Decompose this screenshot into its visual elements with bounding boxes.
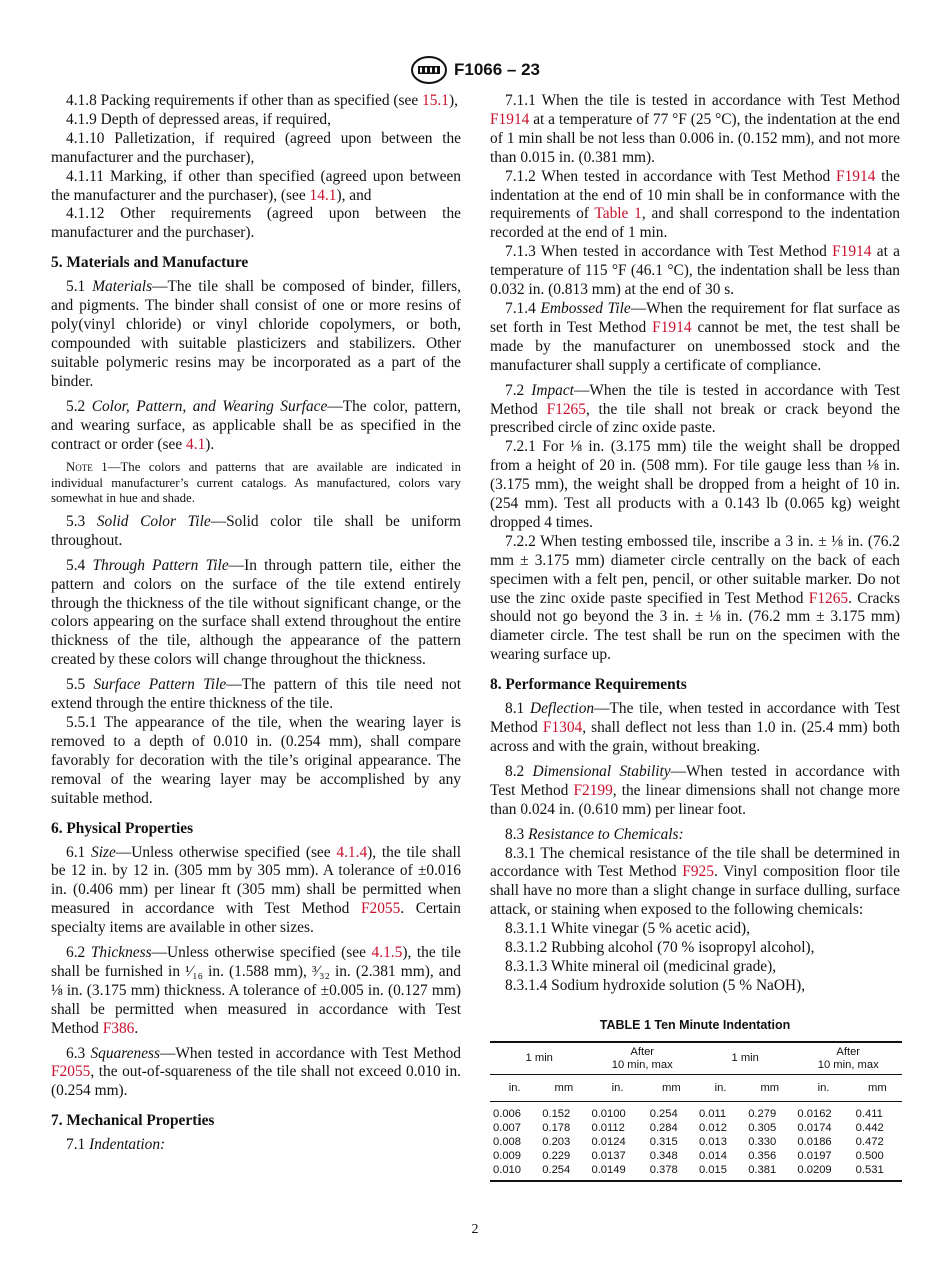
clause-5-3: 5.3 Solid Color Tile—Solid color tile shall be uniform throughout. <box>51 512 461 549</box>
ref-link[interactable]: F925 <box>682 863 714 881</box>
table-cell: 0.0112 <box>591 1121 625 1134</box>
clause-7-2-1: 7.2.1 For ⅛ in. (3.175 mm) tile the weight shall be dropped from a height of 20 in. (508 mm). For tile gauge less than ⅛ in. (3.175 mm), the weight shall be dropped from a height of 10 in. (254 mm). Test all products with a 0.143 lb (0.065 kg) weight dropped 4 times. <box>490 438 900 531</box>
ref-link[interactable]: F1914 <box>836 167 876 185</box>
clause-6-3: 6.3 Squareness—When tested in accordance with Test Method F2055, the out-of-squareness of the tile shall not exceed 0.010 in. (0.254 mm). <box>51 1044 461 1100</box>
table-cell: 0.229 <box>542 1149 571 1162</box>
section-8-heading: 8. Performance Requirements <box>490 676 687 694</box>
section-5-heading: 5. Materials and Manufacture <box>51 254 249 272</box>
clause-8-3-1-2: 8.3.1.2 Rubbing alcohol (70 % isopropyl alcohol), <box>505 939 815 957</box>
clause-8-1: 8.1 Deflection—The tile, when tested in accordance with Test Method F1304, shall deflect not less than 1.0 in. (25.4 mm) both across and with the grain, without breaking. <box>490 700 900 755</box>
ref-link[interactable]: F2055 <box>51 1063 91 1081</box>
page-header <box>0 55 950 90</box>
table-cell: 0.315 <box>649 1135 678 1148</box>
clause-8-3-1-3: 8.3.1.3 White mineral oil (medicinal grade), <box>505 957 777 975</box>
clause-6-2: 6.2 Thickness—Unless otherwise specified (see 4.1.5), the tile shall be furnished in ¹⁄₁₆ in. (1.588 mm), ³⁄₃₂ in. (2.381 mm), and ⅛ in. (3.175 mm) thickness. A tolerance of ±0.005 in. (0.127 mm) shall be permitted when measured in accordance with Test Method F386. <box>51 944 461 1037</box>
table-cell: 0.0149 <box>588 1163 646 1181</box>
table-cell: 0.531 <box>853 1163 902 1181</box>
table-cell: 0.011 <box>698 1107 727 1120</box>
table-cell: 0.305 <box>748 1121 777 1134</box>
table-cell: 0.356 <box>748 1149 777 1162</box>
clause-4-1-8: 4.1.8 Packing requirements if other than as specified (see 15.1), <box>66 92 458 109</box>
ref-link[interactable]: 4.1 <box>186 435 206 453</box>
table-group-header-row <box>490 1042 902 1075</box>
table-cell: 0.014 <box>698 1149 727 1162</box>
clause-4-1-11: 4.1.11 Marking, if other than specified (agreed upon between the manufacturer and the purchaser), (see 14.1), and <box>51 167 461 204</box>
table-group-header: 1 min <box>696 1042 794 1075</box>
clause-8-3-1-4: 8.3.1.4 Sodium hydroxide solution (5 % NaOH), <box>505 976 806 994</box>
table-cell: 0.472 <box>855 1135 884 1148</box>
table-cell: 0.0124 <box>591 1135 626 1148</box>
table-row <box>490 1149 902 1163</box>
table-1-title: TABLE 1 Ten Minute Indentation <box>599 1017 791 1032</box>
unit-header: in. <box>588 1074 646 1101</box>
unit-header: mm <box>647 1074 696 1101</box>
table-group-header: After 10 min, max <box>588 1042 695 1075</box>
ref-link[interactable]: F1914 <box>490 110 530 128</box>
document-code: F1066 – 23 <box>453 60 540 79</box>
clause-7-1-2: 7.1.2 When tested in accordance with Test Method F1914 the indentation at the end of 10 min shall be in conformance with the requirements of Table 1, and shall correspond to the indentation recorded at the end of 1 min. <box>490 167 900 242</box>
right-column <box>490 92 900 1182</box>
clause-6-1: 6.1 Size—Unless otherwise specified (see 4.1.4), the tile shall be 12 in. by 12 in. (305 mm by 305 mm). A tolerance of ±0.016 in. (0.406 mm) per linear ft (305 mm) shall be permitted when measured in accordance with Test Method F2055. Certain specialty items are available in other sizes. <box>51 843 461 937</box>
left-column <box>51 92 461 1155</box>
clause-4-1-10: 4.1.10 Palletization, if required (agreed upon between the manufacturer and the purchaser), <box>51 129 461 166</box>
clause-7-1-4: 7.1.4 Embossed Tile—When the requirement for flat surface as set forth in Test Method F1914 cannot be met, the test shall be made by the manufacturer on unembossed stock and the manufacturer shall supply a certificate of compliance. <box>490 299 900 374</box>
table-cell: 0.411 <box>855 1107 883 1120</box>
table-cell: 0.0100 <box>591 1107 626 1120</box>
table-unit-header-row <box>490 1074 902 1101</box>
clause-4-1-9: 4.1.9 Depth of depressed areas, if required, <box>66 110 331 128</box>
clause-8-2: 8.2 Dimensional Stability—When tested in accordance with Test Method F2199, the linear dimensions shall not change more than 0.024 in. (0.610 mm) per linear foot. <box>490 762 901 818</box>
clause-5-4: 5.4 Through Pattern Tile—In through pattern tile, either the pattern and colors on the surface of the tile extend entirely through the thickness of the tile without significant change, or the colors appearing on the surface shall extend throughout the entire thickness of the tile, although the appearance of the pattern created by these colors will change throughout the thickness. <box>51 556 461 669</box>
table-cell: 0.254 <box>649 1107 678 1120</box>
table-cell: 0.0209 <box>794 1163 852 1181</box>
table-1 <box>490 1041 902 1182</box>
table-cell: 0.0174 <box>797 1121 832 1134</box>
ref-link[interactable]: F2199 <box>573 781 613 799</box>
ref-link[interactable]: F2055 <box>360 900 401 918</box>
table-cell: 0.0197 <box>797 1149 832 1162</box>
clause-5-1: 5.1 Materials—The tile shall be composed of binder, fillers, and pigments. The binder shall consist of one or more resins of poly(vinyl chloride) or vinyl chloride copolymers, or both, compounded with suitable plasticizers and stabilizers. Other suitable polymeric resins may be incorporated as a part of the binder. <box>51 278 461 390</box>
table-group-header: 1 min <box>490 1042 588 1075</box>
clause-8-3-1-1: 8.3.1.1 White vinegar (5 % acetic acid), <box>505 920 751 938</box>
unit-header: mm <box>745 1074 794 1101</box>
ref-link[interactable]: 4.1.4 <box>336 843 368 861</box>
clause-5-2: 5.2 Color, Pattern, and Wearing Surface—The color, pattern, and wearing surface, as applicable shall be as specified in the contract or order (see 4.1). <box>51 397 461 453</box>
table-cell: 0.0186 <box>797 1135 832 1148</box>
table-cell: 0.378 <box>647 1163 696 1181</box>
table-cell: 0.381 <box>745 1163 794 1181</box>
table-row <box>490 1121 902 1135</box>
ref-link[interactable]: Table 1 <box>594 205 642 223</box>
table-cell: 0.442 <box>855 1121 884 1134</box>
clause-7-2-2: 7.2.2 When testing embossed tile, inscribe a 3 in. ± ⅛ in. (76.2 mm ± 3.175 mm) diameter circle centrally on the back of each specimen with a felt pen, pencil, or other suitable marker. Do not use the zinc oxide paste specified in Test Method F1265. Cracks should not go beyond the 3 in. ± ⅛ in. (76.2 mm ± 3.175 mm) diameter circle. The test shall be run on the specimen with the wearing surface up. <box>490 532 900 664</box>
table-cell: 0.348 <box>649 1149 678 1162</box>
ref-link[interactable]: 15.1 <box>422 92 449 109</box>
table-cell: 0.009 <box>493 1149 521 1162</box>
clause-8-3: 8.3 Resistance to Chemicals: <box>505 825 684 843</box>
table-cell: 0.152 <box>542 1107 571 1120</box>
ref-link[interactable]: F386 <box>102 1019 135 1037</box>
section-6-heading: 6. Physical Properties <box>51 819 194 837</box>
section-7-heading: 7. Mechanical Properties <box>51 1112 215 1130</box>
ref-link[interactable]: F1914 <box>832 243 872 261</box>
clause-7-1: 7.1 Indentation: <box>66 1136 166 1154</box>
clause-7-1-1: 7.1.1 When the tile is tested in accordance with Test Method F1914 at a temperature of 77 °F (25 °C), the indentation at the end of 1 min shall be not less than 0.006 in. (0.152 mm), and not more than 0.015 in. (0.381 mm). <box>490 92 900 166</box>
table-cell: 0.203 <box>542 1135 571 1148</box>
table-cell: 0.279 <box>748 1107 777 1120</box>
clause-4-1-12: 4.1.12 Other requirements (agreed upon between the manufacturer and the purchaser). <box>51 205 461 242</box>
unit-header: mm <box>539 1074 588 1101</box>
table-cell: 0.010 <box>490 1163 539 1181</box>
note-1: Note 1—The colors and patterns that are available are indicated in individual manufacturer’s current catalogs. As manufactured, colors vary somewhat in hue and shade. <box>51 460 461 506</box>
table-group-header: After 10 min, max <box>794 1042 902 1075</box>
ref-link[interactable]: 14.1 <box>309 186 337 204</box>
table-cell: 0.284 <box>649 1121 678 1134</box>
table-cell: 0.500 <box>855 1149 884 1162</box>
table-cell: 0.330 <box>748 1135 777 1148</box>
table-row <box>490 1163 902 1181</box>
table-cell: 0.012 <box>698 1121 727 1134</box>
clause-5-5: 5.5 Surface Pattern Tile—The pattern of this tile need not extend through the entire thickness of the tile. <box>51 676 461 713</box>
unit-header: in. <box>696 1074 745 1101</box>
clause-7-2: 7.2 Impact—When the tile is tested in accordance with Test Method F1265, the tile shall not break or crack beyond the prescribed circle of zinc oxide paste. <box>490 381 900 437</box>
table-cell: 0.007 <box>493 1121 521 1134</box>
table-cell: 0.015 <box>696 1163 745 1181</box>
table-row <box>490 1101 902 1121</box>
ref-link[interactable]: F1304 <box>542 719 583 737</box>
ref-link[interactable]: F1265 <box>808 589 849 607</box>
table-cell: 0.0137 <box>591 1149 626 1162</box>
table-cell: 0.254 <box>539 1163 588 1181</box>
table-row <box>490 1135 902 1149</box>
unit-header: in. <box>794 1074 852 1101</box>
ref-link[interactable]: 4.1.5 <box>371 944 403 962</box>
ref-link[interactable]: F1914 <box>652 318 692 336</box>
ref-link[interactable]: F1265 <box>546 400 586 418</box>
astm-logo-icon <box>410 55 448 85</box>
table-cell: 0.178 <box>542 1121 571 1134</box>
clause-8-3-1: 8.3.1 The chemical resistance of the tile shall be determined in accordance with Test Method F925. Vinyl composition floor tile shall have no more than a slight change in surface dulling, surface attack, or staining when exposed to the following chemicals: <box>490 844 900 919</box>
unit-header: mm <box>853 1074 902 1101</box>
table-cell: 0.013 <box>698 1135 727 1148</box>
table-cell: 0.0162 <box>797 1107 832 1120</box>
table-cell: 0.006 <box>493 1107 521 1120</box>
page-number: 2 <box>471 1222 479 1237</box>
clause-7-1-3: 7.1.3 When tested in accordance with Test Method F1914 at a temperature of 115 °F (46.1 °C), the indentation shall be less than 0.032 in. (0.813 mm) at the end of 30 s. <box>490 243 900 299</box>
unit-header: in. <box>490 1074 539 1101</box>
table-cell: 0.008 <box>493 1135 521 1148</box>
clause-5-5-1: 5.5.1 The appearance of the tile, when the wearing layer is removed to a depth of 0.010 in. (0.254 mm), shall compare favorably for decoration with the tile’s original appearance. The removal of the wearing layer may be accomplished by any suitable method. <box>51 713 461 807</box>
